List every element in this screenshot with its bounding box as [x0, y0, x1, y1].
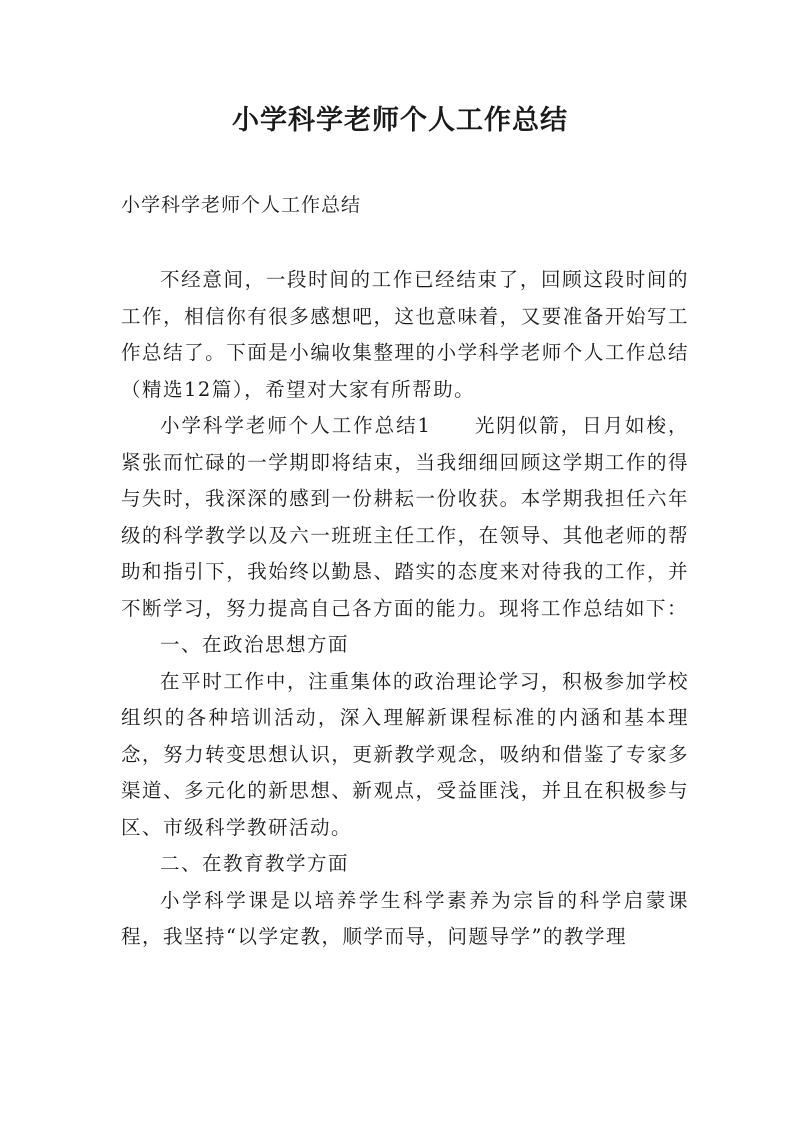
- section-heading-politics: 一、在政治思想方面: [160, 633, 350, 656]
- document-body: [121, 262, 689, 956]
- section-heading-teaching: 二、在教育教学方面: [160, 852, 350, 875]
- paragraph-summary-1: 小学科学老师个人工作总结1 光阴似箭，日月如梭，紧张而忙碌的一学期即将结束，当我细细回顾这学期工作的得与失时，我深深的感到一份耕耘一份收获。本学期我担任六年级的科学教学以及六一班班主任工作，在领导、其他老师的帮助和指引下，我始终以勤恳、踏实的态度来对待我的工作，并不断学习，努力提高自己各方面的能力。现将工作总结如下：: [121, 414, 689, 620]
- document-title: 小学科学老师个人工作总结: [232, 105, 568, 136]
- paragraph-politics: 在平时工作中，注重集体的政治理论学习，积极参加学校组织的各种培训活动，深入理解新课程标准的内涵和基本理念，努力转变思想认识，更新教学观念，吸纳和借鉴了专家多渠道、多元化的新思想、新观点，受益匪浅，并且在积极参与区、市级科学教研活动。: [121, 669, 689, 839]
- paragraph-intro: 不经意间，一段时间的工作已经结束了，回顾这段时间的工作，相信你有很多感想吧，这也意味着，又要准备开始写工作总结了。下面是小编收集整理的小学科学老师个人工作总结（精选12篇），希望对大家有所帮助。: [121, 268, 689, 401]
- paragraph-teaching: 小学科学课是以培养学生科学素养为宗旨的科学启蒙课程，我坚持“以学定教，顺学而导，问题导学”的教学理: [121, 888, 689, 948]
- document-subtitle: 小学科学老师个人工作总结: [121, 194, 362, 216]
